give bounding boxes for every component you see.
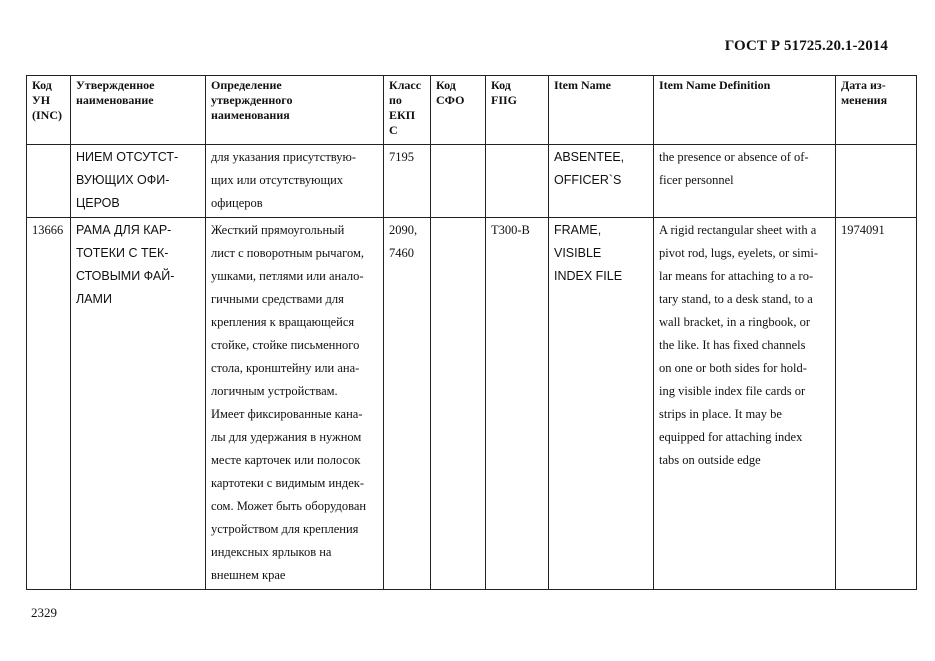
- cell-line: FRAME,: [554, 223, 602, 237]
- cell-line: логичным устройствам.: [211, 384, 338, 398]
- header-line: Код: [32, 78, 52, 92]
- cell-line: ВУЮЩИХ ОФИ-: [76, 173, 170, 187]
- cell-change-date: [836, 145, 917, 218]
- table-row: [27, 145, 917, 218]
- classification-table: [26, 75, 917, 590]
- cell-line: ЛАМИ: [76, 292, 112, 306]
- cell-definition-ru: [206, 218, 384, 590]
- header-line: Класс: [389, 78, 422, 92]
- cell-line: крепления к вращающейся: [211, 315, 355, 329]
- column-header-sfo-code: [431, 76, 486, 145]
- cell-line: tary stand, to a desk stand, to a: [659, 292, 813, 306]
- header-line: ЕКП: [389, 108, 416, 122]
- table-header-row: [27, 76, 917, 145]
- cell-line: pivot rod, lugs, eyelets, or simi-: [659, 246, 819, 260]
- header-line: Дата из-: [841, 78, 886, 92]
- cell-ekp-class: [384, 145, 431, 218]
- cell-line: гичными средствами для: [211, 292, 344, 306]
- cell-line: для указания присутствую-: [211, 150, 357, 164]
- cell-line: 7195: [389, 150, 414, 164]
- cell-approved-name: [71, 218, 206, 590]
- cell-line: СТОВЫМИ ФАЙ-: [76, 269, 175, 283]
- table-row: [27, 218, 917, 590]
- cell-line: INDEX FILE: [554, 269, 623, 283]
- cell-line: 1974091: [841, 223, 885, 237]
- cell-item-name-definition: [654, 218, 836, 590]
- cell-line: сом. Может быть оборудован: [211, 499, 367, 513]
- cell-fiig-code: [486, 218, 549, 590]
- header-line: Item Name: [554, 78, 611, 92]
- cell-line: Имеет фиксированные кана-: [211, 407, 363, 421]
- cell-line: Жесткий прямоугольный: [211, 223, 345, 237]
- column-header-item-name-definition: [654, 76, 836, 145]
- column-header-code-un: [27, 76, 71, 145]
- cell-line: ЦЕРОВ: [76, 196, 120, 210]
- cell-line: ушками, петлями или анало-: [211, 269, 364, 283]
- cell-line: внешнем крае: [211, 568, 286, 582]
- column-header-fiig-code: [486, 76, 549, 145]
- cell-line: устройством для крепления: [211, 522, 359, 536]
- cell-line: the like. It has fixed channels: [659, 338, 806, 352]
- cell-line: on one or both sides for hold-: [659, 361, 807, 375]
- header-line: FIIG: [491, 93, 518, 107]
- cell-line: стойке, стойке письменного: [211, 338, 360, 352]
- header-line: С: [389, 123, 398, 137]
- cell-line: картотеки с видимым индек-: [211, 476, 364, 490]
- cell-line: ABSENTEE,: [554, 150, 625, 164]
- cell-change-date: [836, 218, 917, 590]
- cell-line: стола, кронштейну или ана-: [211, 361, 360, 375]
- header-line: наименование: [76, 93, 154, 107]
- column-header-item-name: [549, 76, 654, 145]
- cell-code-un: [27, 218, 71, 590]
- header-line: СФО: [436, 93, 465, 107]
- header-line: Утвержденное: [76, 78, 155, 92]
- cell-line: щих или отсутствующих: [211, 173, 344, 187]
- header-line: утвержденного: [211, 93, 293, 107]
- table-body: [27, 145, 917, 590]
- cell-approved-name: [71, 145, 206, 218]
- cell-line: strips in place. It may be: [659, 407, 782, 421]
- cell-line: 2090,: [389, 223, 418, 237]
- cell-line: ТОТЕКИ С ТЕК-: [76, 246, 169, 260]
- cell-line: офицеров: [211, 196, 263, 210]
- header-line: УН: [32, 93, 51, 107]
- cell-item-name-definition: [654, 145, 836, 218]
- cell-line: 7460: [389, 246, 414, 260]
- cell-line: T300-B: [491, 223, 530, 237]
- cell-line: месте карточек или полосок: [211, 453, 361, 467]
- header-line: менения: [841, 93, 888, 107]
- cell-item-name: [549, 218, 654, 590]
- cell-line: ing visible index file cards or: [659, 384, 806, 398]
- cell-line: лы для удержания в нужном: [211, 430, 362, 444]
- page-number: 2329: [31, 605, 57, 620]
- cell-line: VISIBLE: [554, 246, 602, 260]
- cell-line: OFFICER`S: [554, 173, 622, 187]
- standard-title: ГОСТ Р 51725.20.1-2014: [724, 38, 888, 54]
- cell-definition-ru: [206, 145, 384, 218]
- header-line: Код: [491, 78, 511, 92]
- header-line: Определение: [211, 78, 282, 92]
- cell-line: lar means for attaching to a ro-: [659, 269, 814, 283]
- header-line: по: [389, 93, 402, 107]
- cell-line: A rigid rectangular sheet with a: [659, 223, 817, 237]
- cell-sfo-code: [431, 218, 486, 590]
- cell-fiig-code: [486, 145, 549, 218]
- cell-line: индексных ярлыков на: [211, 545, 332, 559]
- cell-line: wall bracket, in a ringbook, or: [659, 315, 810, 329]
- cell-sfo-code: [431, 145, 486, 218]
- cell-line: РАМА ДЛЯ КАР-: [76, 223, 172, 237]
- column-header-approved-name: [71, 76, 206, 145]
- cell-line: 13666: [32, 223, 64, 237]
- cell-code-un: [27, 145, 71, 218]
- column-header-change-date: [836, 76, 917, 145]
- cell-line: equipped for attaching index: [659, 430, 803, 444]
- cell-line: НИЕМ ОТСУТСТ-: [76, 150, 179, 164]
- column-header-definition-ru: [206, 76, 384, 145]
- header-line: Код: [436, 78, 456, 92]
- cell-line: ficer personnel: [659, 173, 734, 187]
- cell-line: the presence or absence of of-: [659, 150, 809, 164]
- cell-line: tabs on outside edge: [659, 453, 761, 467]
- cell-ekp-class: [384, 218, 431, 590]
- cell-line: лист с поворотным рычагом,: [211, 246, 365, 260]
- header-line: (INC): [32, 108, 62, 122]
- header-line: наименования: [211, 108, 290, 122]
- header-line: Item Name Definition: [659, 78, 771, 92]
- column-header-ekp-class: [384, 76, 431, 145]
- cell-item-name: [549, 145, 654, 218]
